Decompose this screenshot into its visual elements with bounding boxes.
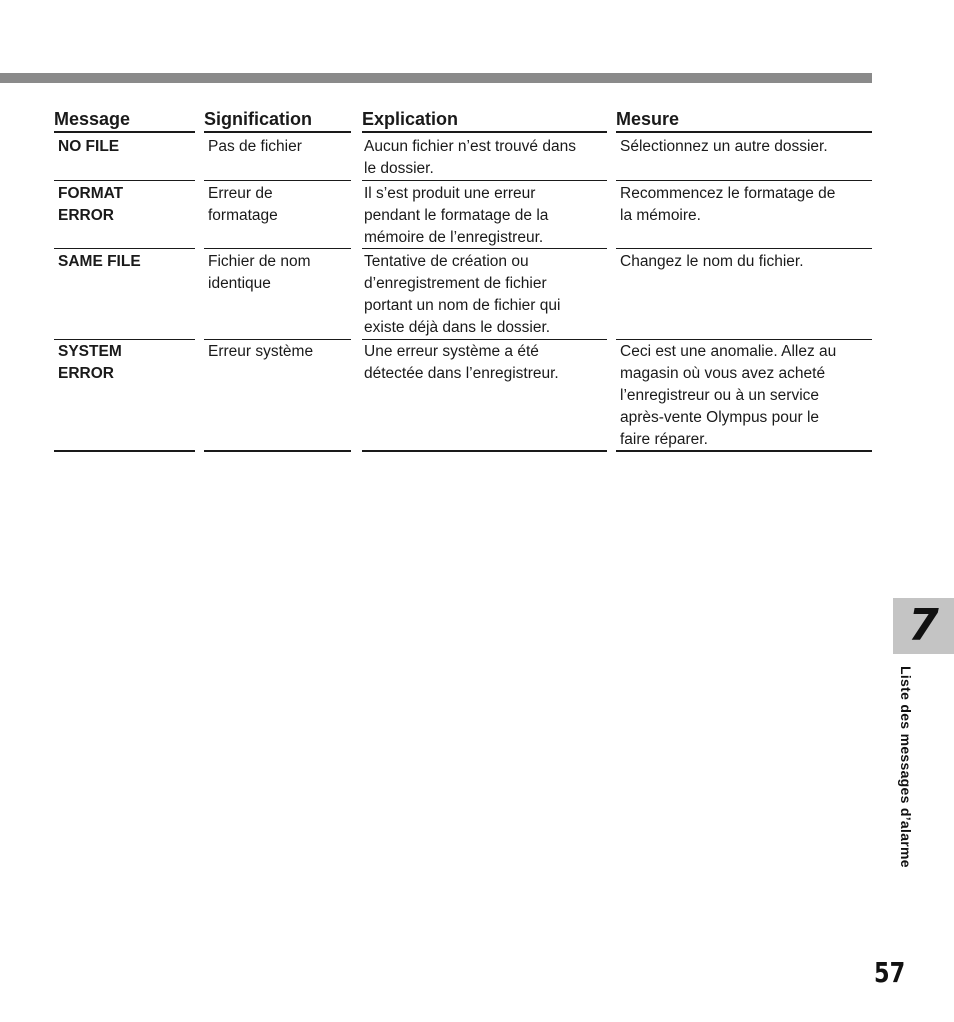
- chapter-title-vertical: Liste des messages d’alarme: [898, 666, 914, 868]
- cell-mesure: Ceci est une anomalie. Allez au magasin où vous avez acheté l’enregistreur ou à un service après-vente Olympus pour le faire réparer.: [620, 343, 837, 448]
- cell-signification: Fichier de nom identique: [208, 253, 311, 292]
- cell-mesure: Sélectionnez un autre dossier.: [620, 138, 828, 155]
- header-rule: [616, 131, 872, 133]
- cell-explication: Il s’est produit une erreur pendant le formatage de la mémoire de l’enregistreur.: [364, 185, 549, 246]
- column-header-signification: Signification: [204, 109, 312, 129]
- cell-explication: Tentative de création ou d’enregistrement de fichier portant un nom de fichier qui existe déjà dans le dossier.: [364, 253, 561, 336]
- column-header-explication: Explication: [362, 109, 459, 129]
- header-rule: [204, 131, 351, 133]
- header-rule: [362, 131, 607, 133]
- row-rule: [616, 248, 872, 249]
- chapter-tab: [893, 598, 954, 654]
- page-number: 57: [874, 956, 906, 989]
- row-rule: [362, 180, 607, 181]
- table-bottom-rule: [204, 450, 351, 452]
- table-bottom-rule: [616, 450, 872, 452]
- row-rule: [204, 180, 351, 181]
- cell-message: SYSTEM ERROR: [58, 343, 122, 382]
- chapter-number: 7: [908, 600, 939, 651]
- row-rule: [616, 339, 872, 340]
- cell-signification: Pas de fichier: [208, 138, 302, 155]
- top-header-bar: [0, 73, 872, 83]
- cell-mesure: Changez le nom du fichier.: [620, 253, 804, 270]
- row-rule: [54, 339, 195, 340]
- header-rule: [54, 131, 195, 133]
- cell-message: SAME FILE: [58, 253, 141, 270]
- row-rule: [54, 248, 195, 249]
- row-rule: [362, 248, 607, 249]
- cell-message: FORMAT ERROR: [58, 185, 124, 224]
- cell-signification: Erreur de formatage: [208, 185, 278, 224]
- row-rule: [204, 248, 351, 249]
- row-rule: [616, 180, 872, 181]
- column-header-message: Message: [54, 109, 131, 129]
- table-bottom-rule: [362, 450, 607, 452]
- row-rule: [54, 180, 195, 181]
- cell-message: NO FILE: [58, 138, 120, 155]
- cell-explication: Une erreur système a été détectée dans l’enregistreur.: [364, 343, 559, 382]
- table-bottom-rule: [54, 450, 195, 452]
- cell-explication: Aucun fichier n’est trouvé dans le dossier.: [364, 138, 576, 177]
- cell-signification: Erreur système: [208, 343, 314, 360]
- row-rule: [362, 339, 607, 340]
- cell-mesure: Recommencez le formatage de la mémoire.: [620, 185, 836, 224]
- row-rule: [204, 339, 351, 340]
- column-header-mesure: Mesure: [616, 109, 680, 129]
